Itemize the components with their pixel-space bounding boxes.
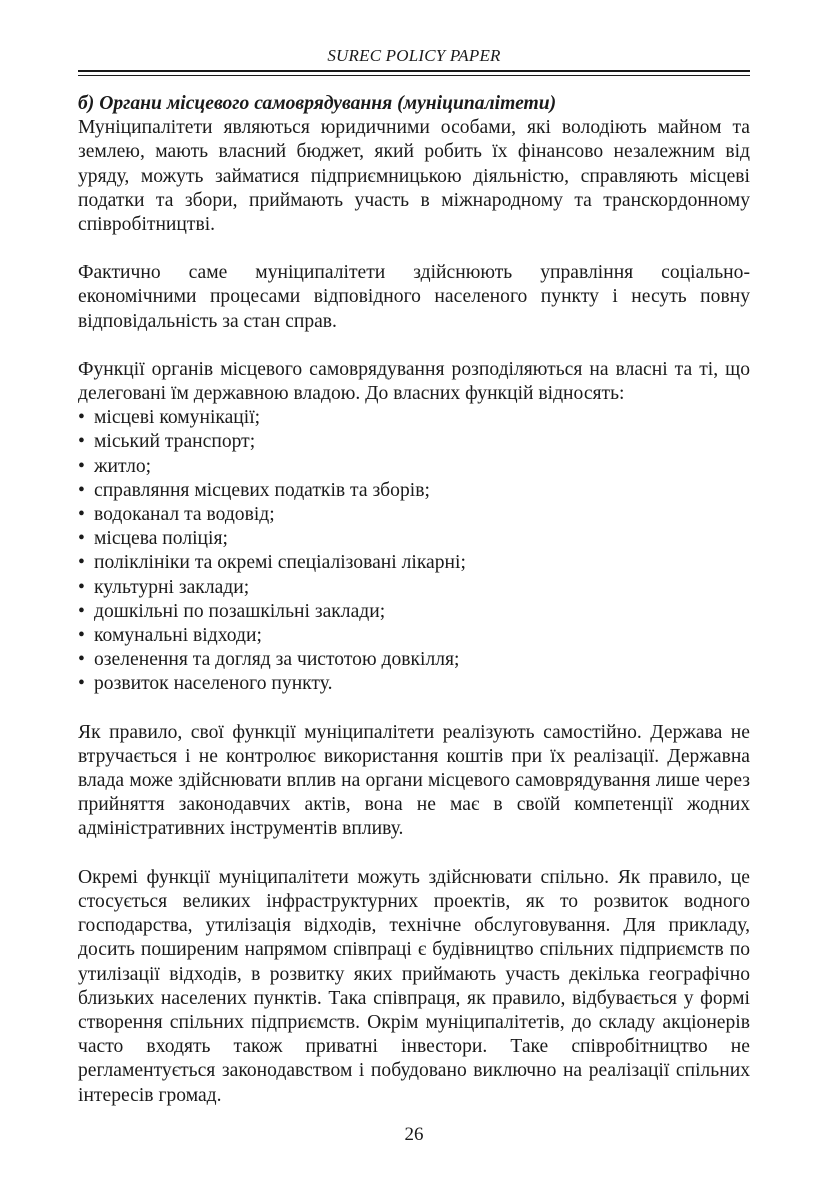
list-item xyxy=(78,455,750,479)
list-item-text: розвиток населеного пункту. xyxy=(94,673,333,695)
bullet-icon: • xyxy=(78,649,85,671)
list-item xyxy=(78,406,750,430)
list-item-text: місцеві комунікації; xyxy=(94,407,261,429)
bullet-icon: • xyxy=(78,576,85,598)
list-item xyxy=(78,527,750,551)
section-heading: б) Органи місцевого самоврядування (муніципалітети) xyxy=(78,93,557,114)
list-item xyxy=(78,430,750,454)
bullet-icon: • xyxy=(78,455,85,477)
list-item xyxy=(78,576,750,600)
list-item xyxy=(78,600,750,624)
header-rule-thick xyxy=(78,70,750,72)
list-item xyxy=(78,648,750,672)
running-header: SUREC POLICY PAPER xyxy=(327,46,501,65)
functions-list xyxy=(78,406,750,696)
bullet-icon: • xyxy=(78,625,85,647)
paragraph-gap xyxy=(78,842,750,866)
bullet-icon: • xyxy=(78,479,85,501)
list-item-text: житло; xyxy=(94,455,152,477)
paragraph-autonomy: Як правило, свої функції муніципалітети реалізують самостійно. Держава не втручається і не контролює використання коштів при їх реалізації. Державна влада може здійснювати вплив на органи місцевого самоврядування лише через прийняття законодавчих актів, вона не має в своїй компетенції жодних адміністративних інструментів впливу. xyxy=(78,721,750,840)
bullet-icon: • xyxy=(78,552,85,574)
bullet-icon: • xyxy=(78,407,85,429)
list-item-text: міський транспорт; xyxy=(94,431,256,453)
paragraph-functions-intro: Функції органів місцевого самоврядування розподіляються на власні та ті, що делеговані їм державною владою. До власних функцій відносять: xyxy=(78,358,750,405)
bullet-icon: • xyxy=(78,431,85,453)
paragraph-gap xyxy=(78,237,750,261)
list-item-text: культурні заклади; xyxy=(94,576,250,598)
list-item xyxy=(78,551,750,575)
list-item-text: місцева поліція; xyxy=(94,528,228,550)
paragraph-cooperation: Окремі функції муніципалітети можуть здійснювати спільно. Як правило, це стосується великих інфраструктурних проектів, як то розвиток водного господарства, утилізація відходів, технічне обслуговування. Для прикладу, досить поширеним напрямом співпраці є будівництво спільних підприємств по утилізації відходів, в розвитку яких приймають участь декілька географічно близьких населених пунктів. Така співпраця, як правило, відбувається у формі створення спільних підприємств. Окрім муніципалітетів, до складу акціонерів часто входять також приватні інвестори. Таке співробітництво не регламентується законодавством і побудовано виключно на реалізації спільних інтересів громад. xyxy=(78,866,750,1106)
bullet-icon: • xyxy=(78,673,85,695)
list-item xyxy=(78,672,750,696)
paragraph-gap xyxy=(78,334,750,358)
bullet-icon: • xyxy=(78,600,85,622)
list-item xyxy=(78,624,750,648)
list-item-text: комунальні відходи; xyxy=(94,625,262,647)
list-item-text: водоканал та водовід; xyxy=(94,504,275,526)
header-rule-thin xyxy=(78,75,750,76)
list-item-text: поліклініки та окремі спеціалізовані лікарні; xyxy=(94,552,466,574)
bullet-icon: • xyxy=(78,528,85,550)
bullet-icon: • xyxy=(78,504,85,526)
paragraph-management: Фактично саме муніципалітети здійснюють управління соціально-економічними процесами відповідного населеного пункту і несуть повну відповідальність за стан справ. xyxy=(78,262,750,332)
list-item-text: дошкільні по позашкільні заклади; xyxy=(94,600,386,622)
list-item xyxy=(78,479,750,503)
main-content xyxy=(78,92,750,1108)
list-item xyxy=(78,503,750,527)
paragraph-legal-status: Муніципалітети являються юридичними особами, які володіють майном та землею, мають власний бюджет, який робить їх фінансово незалежним від уряду, можуть займатися підприємницькою діяльністю, справляють місцеві податки та збори, приймають участь в міжнародному та транскордонному співробітництві. xyxy=(78,117,750,236)
list-item-text: справляння місцевих податків та зборів; xyxy=(94,479,430,501)
page-number: 26 xyxy=(404,1124,424,1145)
paragraph-gap xyxy=(78,697,750,721)
list-item-text: озеленення та догляд за чистотою довкілля; xyxy=(94,649,460,671)
